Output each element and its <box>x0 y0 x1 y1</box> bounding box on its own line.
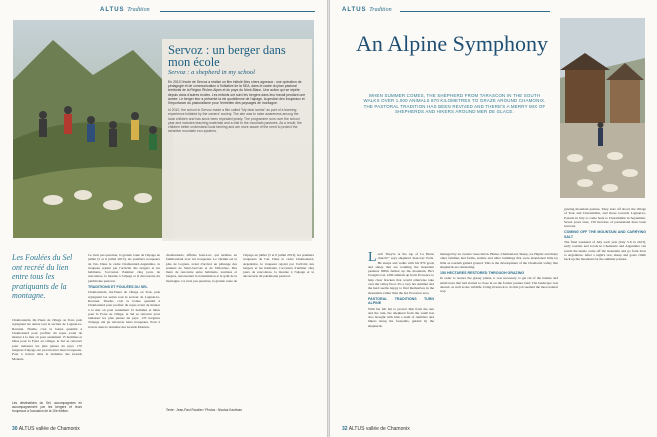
running-header-right-section: Tradition <box>369 7 392 13</box>
running-header-section: Tradition <box>127 7 150 13</box>
article-title: An Alpine Symphony <box>356 31 548 56</box>
header-rule <box>160 11 315 12</box>
sidebar-title: Servoz : un berger dans mon école <box>168 43 286 69</box>
article-lead: WHEN SUMMER COMES, THE SHEPHERD FROM TARASCON IN THE SOUTH WALKS OVER 1,000 ANIMALS 870 KILOMETRES TO GRAZE AROUND CHAMONIX. THE PASTORAL TRADITION HAS BEEN REVIVED AND THERE'S A MERRY MIX OF SHEPHERDS AND HIKERS AROUND MER DE GLACE. <box>363 93 546 115</box>
sidebar-text-en: In 2010, the school in Servoz made a film called “My dear lambs” as part of a learning experience initiated by the owners' society. The aim was to raise awareness among the local children and has since been repeated yearly. The programme runs over the school year and includes teaching materials and a visit to the mountain pastures. As a result, the children better understand local farming and are more aware of the need to protect the sensitive mountain eco-systems. <box>168 108 302 134</box>
right-column-1-text-b: With his felt hat to protect him from the sun and the rain, the shepherd from the south has also brought with him a team of ramblers and hikers along the footpaths, guided by the shepherds. <box>368 306 434 328</box>
right-column-2-text-b: In order to restore the grassy plains, it was necessary to get rid of the bushes and small trees that had started to close in on the former pasture land. The landscape was altered, as well as the wildlife. Using livestock to do this job seemed the most natural way. <box>440 276 558 294</box>
right-column-1 <box>368 252 434 328</box>
left-column-3 <box>166 253 314 283</box>
right-folio-number: 32 <box>342 426 348 432</box>
left-column-3-text: chamoniards, affirme Jean-Luc, qui termine en familiarisant avec les troupeaux. Le chemin est la plus de Lognan, avant d'arriver en pâturage des sentiers de Saint-Gervais et de Vallorcine. Des lieux de rencontre entre habitants, touristes et bergers, renouvelant la transmission et le goût de la montagne. <box>166 253 237 283</box>
photo-village-illustration <box>560 18 645 198</box>
left-column-2-text: Ce n'est pas question, la grande route de l'alpage en juillet (5 et 6 juillet 2013), les premiers troupeaux de l'an. Dans le cadre Chamoniard-Argentière, le troupeau rejoint par l'activité des bergers et les habitants, l'occasion d'animer cinq jours de rencontres, la montée à l'alpage et la découverte du patrimoine pastoral. <box>88 253 160 283</box>
right-column-2 <box>440 252 558 294</box>
right-folio <box>342 426 410 432</box>
right-column-2-text: managed by an owners' association. Blaise, Chamoniard, Sheep, Lu Hapler and many other families had farms, stables and other buildings that were abandoned little by little as tourism gained ground. This is the development of the Chamonix valley that shepherds are reinstating. <box>440 252 558 269</box>
right-column-3-heading: COMING OFF THE MOUNTAIN AND CARRYING SALT <box>564 230 646 239</box>
running-header-right-brand: ALTUS <box>342 7 367 13</box>
header-rule-right <box>400 11 550 12</box>
left-folio-number: 30 <box>12 426 18 432</box>
photo-village-sheep <box>560 18 645 198</box>
right-column-3 <box>564 207 646 262</box>
running-header <box>100 7 150 13</box>
running-header-brand: ALTUS <box>100 7 125 13</box>
photo-credit: Texte : Jean-Paul Roudier / Photos : Nicolas Kaufman <box>166 408 243 412</box>
left-column-2-heading: TRADITIONS ET FOULÉES DU SEL <box>88 285 148 290</box>
left-column-1-text: Chamoniards, mi-Vieux de village ou Tour, puis rejoignent les autres tout le secteur de Lognan-la-Ravanel. Tinelle, c'est la bonne quantité à Chamoniard pour profiter du repas avant de monter à la mer où pour seulement 15 hommes et bêtes pour la Foire au village, le Sel se retrouve pour ramasser les plus jeunes du pays. 170 bergères d'alpage ont pu retrouver leurs troupeaux. Pour à travers dans le domaine des Grands Montets. <box>12 318 82 361</box>
right-page <box>330 0 657 437</box>
drop-cap: L <box>368 250 377 265</box>
right-column-3-text: grazing mountain pasture. They start off above the village of Tour and Charamillon, and move towards Lognan-la-Ponatte in July to come back to Charamillon in September. Seven years later, 150 hectares of pastureland have been restored. <box>564 207 646 229</box>
right-folio-text: ALTUS vallée de Chamonix <box>348 426 410 432</box>
right-column-1-text: ord! They're at the top of La Herse church!” says shepherd Jean-Luc Paris. He sleeps and walks with his 870 goats and sheep that are roaming the mountain pastures 600m further up the mountain. He's brought over 1200 animals up from Provence to help clear bracken that would otherwise take over the valley floor. It's a very hot summer and the herd seems happy to find themselves in the mountains rather than the hot Provence area. <box>368 252 434 295</box>
sidebar-text-fr: En 2010 l'école de Servoz a réalisé un film intitulé Mes chers agneaux : une opération de pédagogie et de communication à l'initiative de la SEA, dans le cadre du plan pastoral territorial de la Région Rhône-Alpes et du pays du Mont-Blanc. Une action qui se répète depuis dans d'autres écoles. Les enfants ont suivi les bergers dans leur travail pendant une année. Le berger leur a présenté la vie quotidienne de l'alpage, la gestion des troupeaux et l'importance du pastoralisme pour l'entretien des paysages de montagne. <box>168 80 306 106</box>
running-header-right <box>342 7 392 13</box>
left-column-3-text-b: Ce n'est pas question, la grande route de l'alpage en juillet (5 et 6 juillet 2013), les premiers troupeaux de l'an. Dans le cadre Chamoniard-Argentière, le troupeau rejoint par l'activité des bergers et les habitants, l'occasion d'animer cinq jours de rencontres, la montée à l'alpage et la découverte du patrimoine pastoral. <box>181 253 314 283</box>
left-column-1 <box>12 318 82 361</box>
left-folio-text: ALTUS vallée de Chamonix <box>18 426 80 432</box>
left-column-2 <box>88 253 160 329</box>
right-column-1-heading: PASTORAL TRADITIONS TURN ALPINE <box>368 296 434 306</box>
right-column-3-text-b: The final weekend of July each year (July 5-6 in 2013), early tourists and locals in Chamonix and Argentière can watch the bustle come off the mountain and go from Tour to Argentière. After a night's rest, sheep and goats climb back up the mountain for the summer pasture. <box>564 240 646 262</box>
pull-quote: Les Foulées du Sel ont recréé du lien entre tous les pratiquants de la montagne. <box>12 253 73 300</box>
left-column-2-text-b: Chamoniards, mi-Vieux de village ou Tour, puis rejoignent les autres tout le secteur de Lognan-la-Ravanel. Tinelle, c'est la bonne quantité à Chamoniard pour profiter du repas avant de monter à la mer où pour seulement 15 hommes et bêtes pour la Foire au village, le Sel se retrouve pour ramasser les plus jeunes du pays. 170 bergères d'alpage ont pu retrouver leurs troupeaux. Pour à travers dans le domaine des Grands Montets. <box>88 290 160 329</box>
left-page <box>0 0 327 437</box>
sidebar-box <box>162 39 312 241</box>
right-column-2-heading: 150 HECTARES RESTORED THROUGH GRAZING <box>440 271 525 276</box>
left-folio <box>12 426 80 432</box>
photo-caption: Les destinations du Sel, accompagnées en accompagnement par les bergers et leurs troupeaux à l'occasion de la 10e édition. <box>12 401 82 413</box>
sidebar-subtitle: Servoz : a shepherd in my school <box>168 69 255 76</box>
